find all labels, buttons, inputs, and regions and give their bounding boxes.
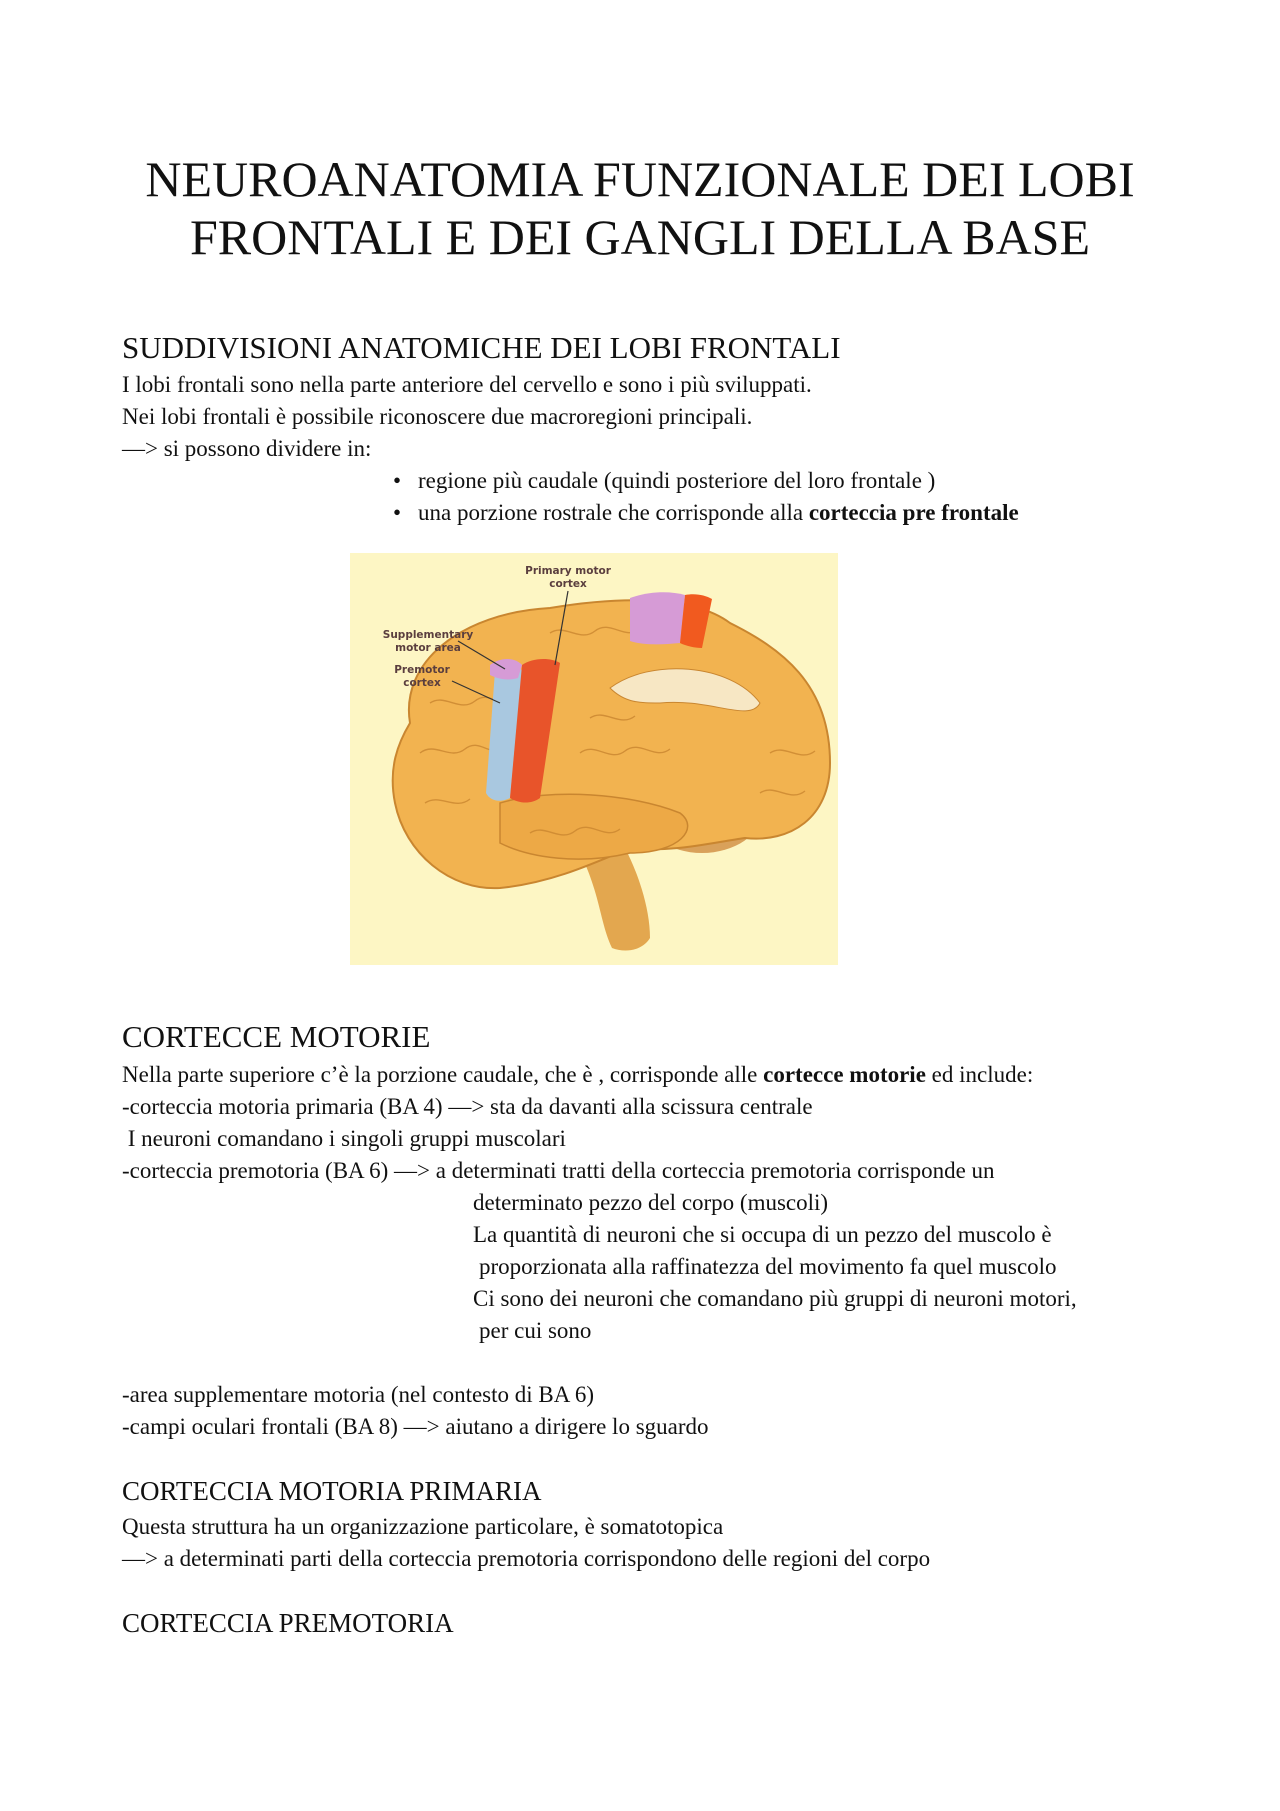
- paragraph-text-bold: cortecce motorie: [763, 1062, 926, 1087]
- section-heading-corteccia-premotoria: CORTECCIA PREMOTORIA: [122, 1608, 454, 1638]
- label-primary-motor-1: Primary motor: [525, 565, 611, 577]
- paragraph: Nei lobi frontali è possibile riconoscere due macroregioni principali.: [122, 404, 753, 429]
- list-line: per cui sono: [479, 1318, 592, 1343]
- title-line-2: FRONTALI E DEI GANGLI DELLA BASE: [189, 209, 1091, 265]
- list-line: La quantità di neuroni che si occupa di un pezzo del muscolo è: [473, 1222, 1052, 1247]
- label-sma-1: Supplementary: [382, 629, 474, 641]
- list-line: determinato pezzo del corpo (muscoli): [473, 1190, 829, 1215]
- list-line: -corteccia premotoria (BA 6) —> a determinati tratti della corteccia premotoria corrisponde un: [122, 1158, 995, 1183]
- paragraph: Questa struttura ha un organizzazione particolare, è somatotopica: [122, 1514, 724, 1539]
- paragraph-text: Nella parte superiore c’è la porzione caudale, che è , corrisponde alle: [122, 1062, 764, 1087]
- list-line: proporzionata alla raffinatezza del movimento fa quel muscolo: [479, 1254, 1057, 1279]
- title-line-1: NEUROANATOMIA FUNZIONALE DEI LOBI: [145, 151, 1135, 207]
- paragraph-text: ed include:: [925, 1062, 1034, 1087]
- label-primary-motor-2: cortex: [549, 578, 587, 590]
- supplementary-motor-area: [490, 659, 522, 679]
- bullet-icon: •: [393, 500, 402, 525]
- bullet-item: [393, 467, 935, 495]
- list-line: -campi oculari frontali (BA 8) —> aiutano a dirigere lo sguardo: [122, 1414, 709, 1439]
- label-premotor-1: Premotor: [394, 664, 450, 676]
- label-sma-2: motor area: [395, 642, 461, 654]
- list-line: -area supplementare motoria (nel contesto di BA 6): [122, 1382, 594, 1407]
- paragraph: —> a determinati parti della corteccia premotoria corrispondono delle regioni del corpo: [122, 1546, 931, 1571]
- bullet-icon: •: [393, 468, 402, 493]
- medial-sma-region: [630, 592, 685, 644]
- list-line: Ci sono dei neuroni che comandano più gruppi di neuroni motori,: [473, 1286, 1077, 1311]
- section-heading-suddivisioni: SUDDIVISIONI ANATOMICHE DEI LOBI FRONTALI: [122, 330, 841, 365]
- label-premotor-2: cortex: [403, 677, 441, 689]
- bullet-item: [393, 499, 1019, 527]
- section-heading-corteccia-motoria-primaria: CORTECCIA MOTORIA PRIMARIA: [122, 1476, 542, 1506]
- brain-figure: [350, 553, 838, 965]
- bullet-text: una porzione rostrale che corrisponde alla: [418, 500, 809, 525]
- section-heading-cortecce-motorie: CORTECCE MOTORIE: [122, 1019, 431, 1054]
- bullet-text: regione più caudale (quindi posteriore del loro frontale ): [418, 468, 936, 493]
- document-title: [0, 150, 1280, 266]
- paragraph: I lobi frontali sono nella parte anteriore del cervello e sono i più sviluppati.: [122, 372, 812, 397]
- bullet-text-bold: corteccia pre frontale: [808, 500, 1019, 525]
- list-line: I neuroni comandano i singoli gruppi muscolari: [122, 1126, 566, 1151]
- list-line: -corteccia motoria primaria (BA 4) —> sta da davanti alla scissura centrale: [122, 1094, 813, 1119]
- paragraph: [122, 1061, 1033, 1089]
- paragraph: —> si possono dividere in:: [122, 436, 372, 461]
